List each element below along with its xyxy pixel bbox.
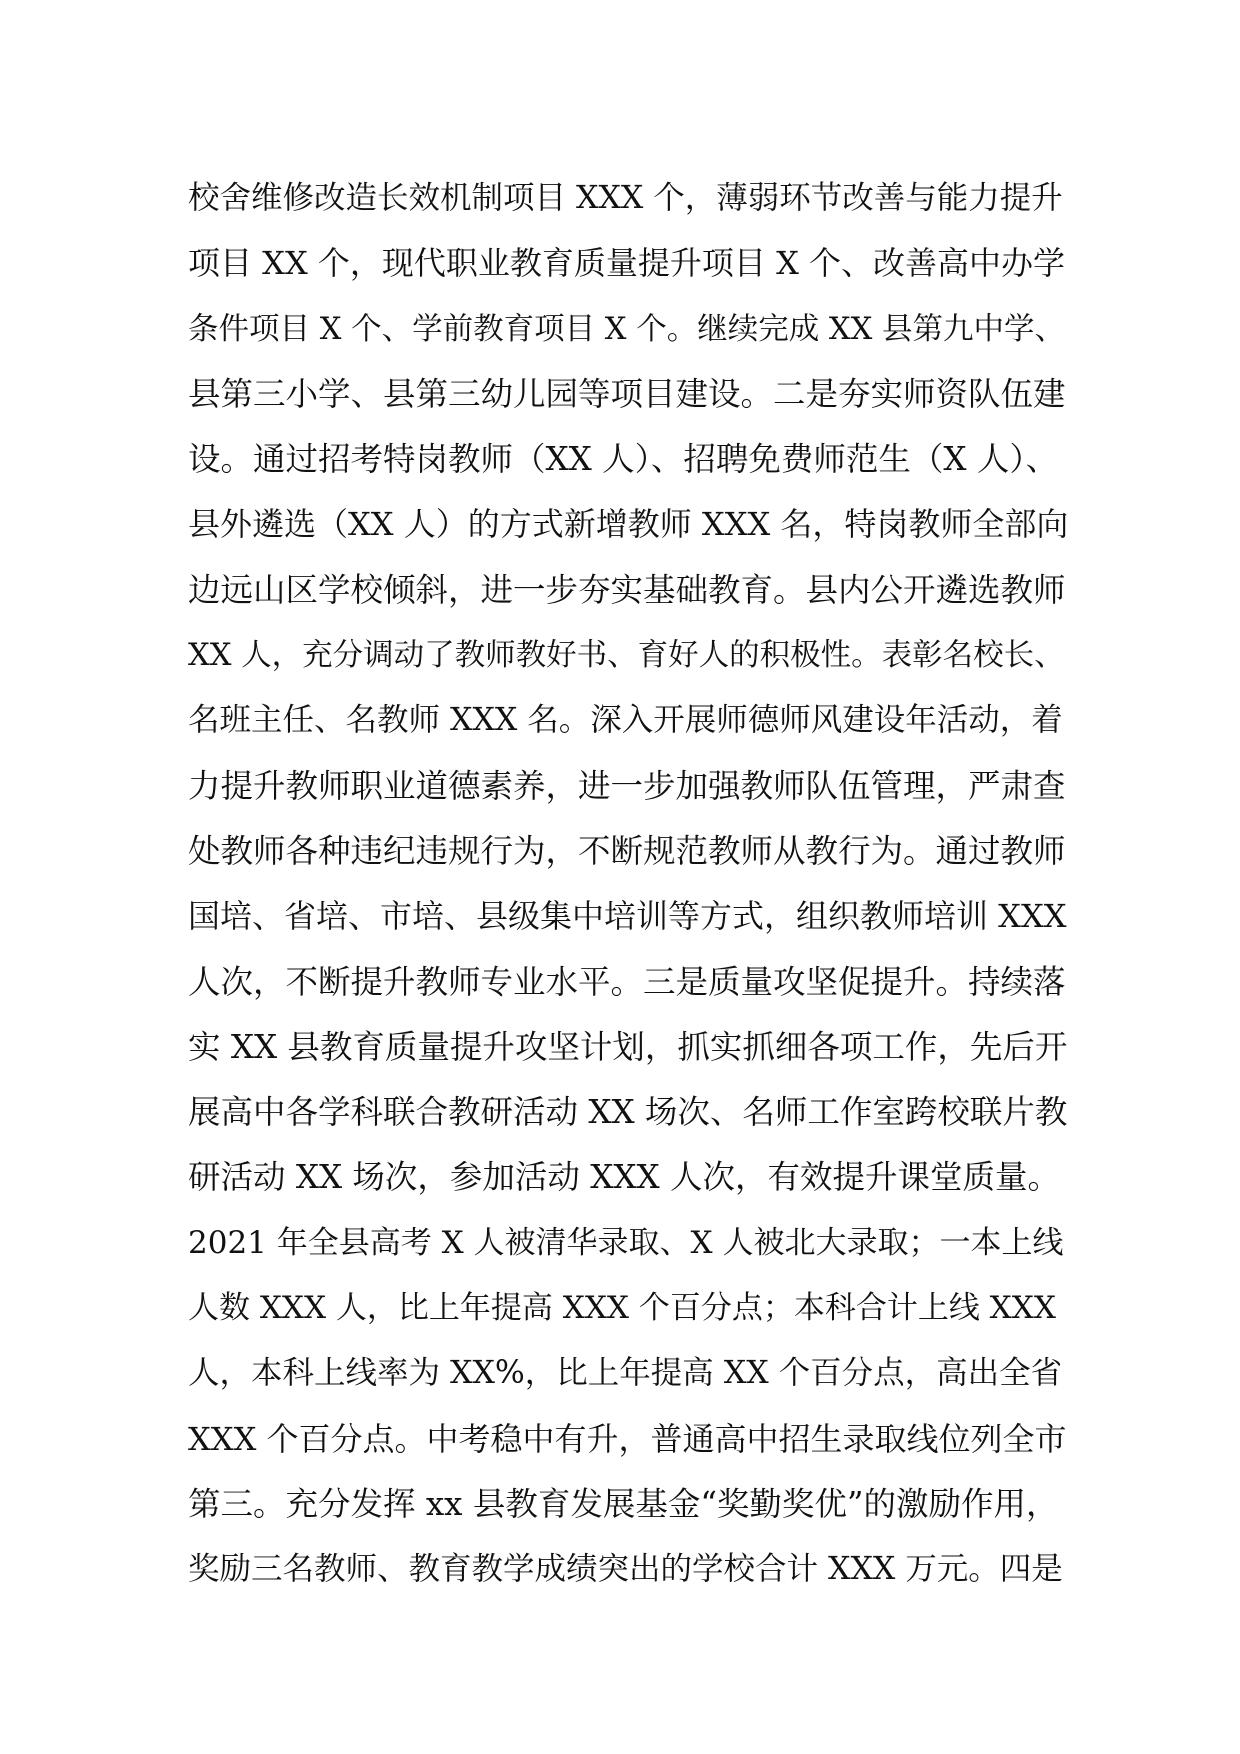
text-line: 研活动 XX 场次，参加活动 XXX 人次，有效提升课堂质量。	[188, 1158, 1061, 1197]
text-line: 奖励三名教师、教育教学成绩突出的学校合计 XXX 万元。四是	[188, 1551, 1063, 1588]
text-line: 人数 XXX 人，比上年提高 XXX 个百分点；本科合计上线 XXX	[188, 1290, 1056, 1327]
text-line: 县第三小学、县第三幼儿园等项目建设。二是夯实师资队伍建	[188, 374, 1066, 413]
text-line: 人次，不断提升教师专业水平。三是质量攻坚促提升。持续落	[188, 962, 1066, 1001]
text-line: 2021 年全县高考 X 人被清华录取、X 人被北大录取；一本上线	[188, 1224, 1064, 1261]
text-line: XX 人，充分调动了教师教好书、育好人的积极性。表彰名校长、	[188, 638, 1065, 674]
text-line: 第三。充分发挥 xx 县教育发展基金“奖勤奖优”的激励作用，	[188, 1484, 1059, 1523]
text-line: 校舍维修改造长效机制项目 XXX 个，薄弱环节改善与能力提升	[188, 180, 1063, 216]
text-line: 项目 XX 个，现代职业教育质量提升项目 X 个、改善高中办学	[188, 244, 1066, 283]
text-line: 条件项目 X 个、学前教育项目 X 个。继续完成 XX 县第九中学、	[188, 311, 1066, 347]
text-line: 人，本科上线率为 XX%，比上年提高 XX 个百分点，高出全省	[188, 1355, 1063, 1392]
text-line: 处教师各种违纪违规行为，不断规范教师从教行为。通过教师	[188, 831, 1066, 870]
text-line: 边远山区学校倾斜，进一步夯实基础教育。县内公开遴选教师	[188, 570, 1066, 609]
text-line: XXX 个百分点。中考稳中有升，普通高中招生录取线位列全市	[188, 1419, 1067, 1458]
text-line: 县外遴选（XX 人）的方式新增教师 XXX 名，特岗教师全部向	[188, 505, 1069, 544]
text-line: 国培、省培、市培、县级集中培训等方式，组织教师培训 XXX	[188, 897, 1067, 936]
text-line: 实 XX 县教育质量提升攻坚计划，抓实抓细各项工作，先后开	[188, 1027, 1068, 1066]
text-line: 力提升教师职业道德素养，进一步加强教师队伍管理，严肃查	[188, 766, 1066, 805]
text-line: 名班主任、名教师 XXX 名。深入开展师德师风建设年活动，着	[188, 702, 1063, 739]
body-text	[188, 166, 1068, 1603]
text-line: 展高中各学科联合教研活动 XX 场次、名师工作室跨校联片教	[188, 1093, 1068, 1132]
text-line: 设。通过招考特岗教师（XX 人）、招聘免费师范生（X 人）、	[188, 440, 1059, 479]
